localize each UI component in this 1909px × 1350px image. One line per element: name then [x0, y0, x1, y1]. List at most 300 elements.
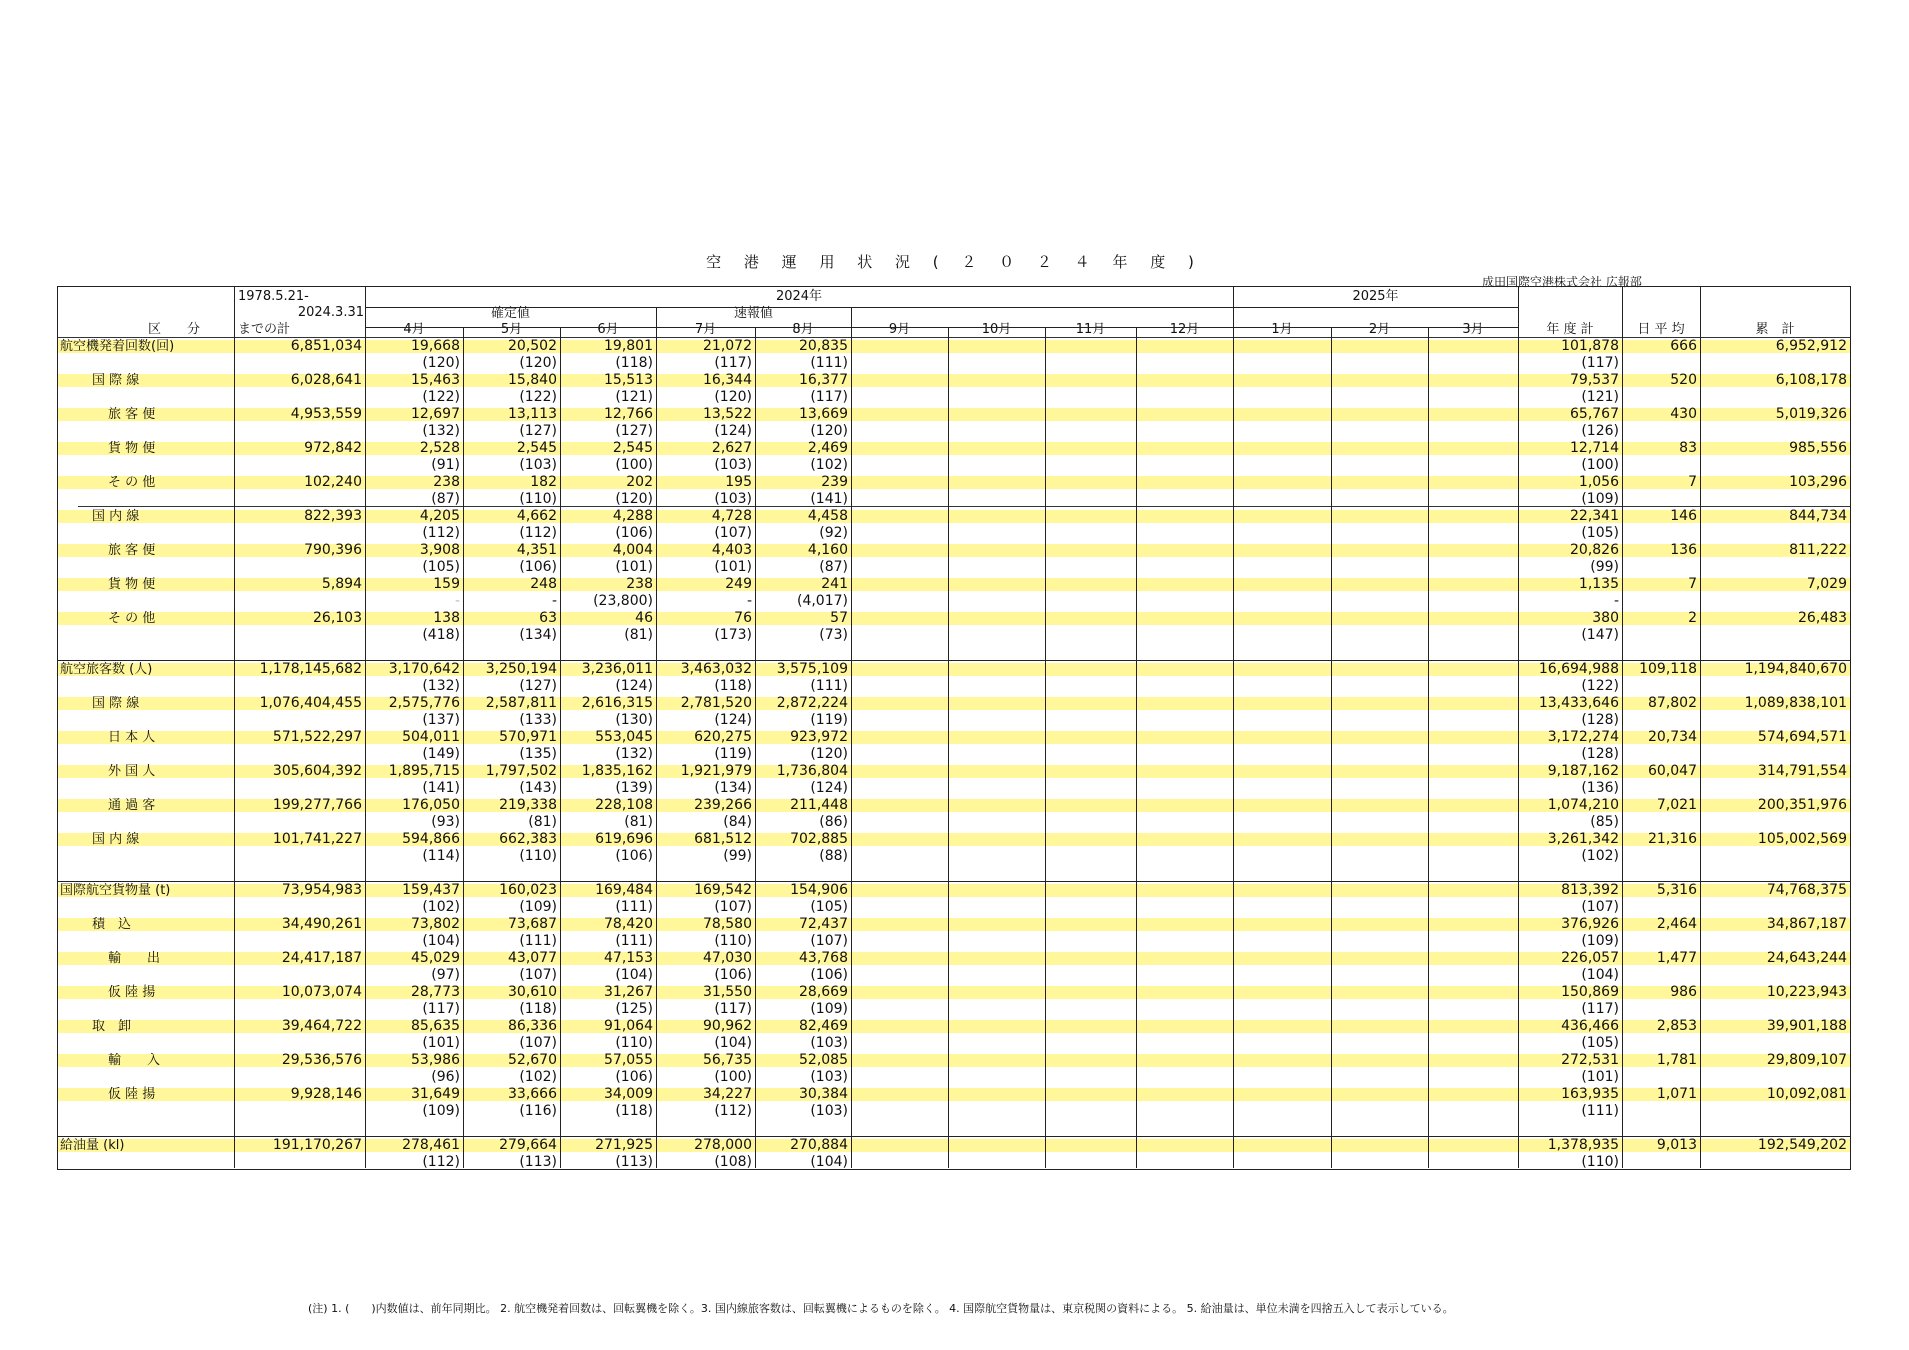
- month-value: 33,666: [508, 1086, 557, 1102]
- month-value: 1,736,804: [776, 763, 848, 779]
- month-ratio: (107): [714, 525, 752, 541]
- month-ratio: (81): [624, 814, 653, 830]
- fiscal-total-ratio: (102): [1581, 848, 1619, 864]
- month-value: 13,522: [703, 406, 752, 422]
- cumulative-value: 39,464,722: [281, 1018, 362, 1034]
- month-value: 278,000: [694, 1137, 752, 1153]
- fiscal-total-value: 65,767: [1570, 406, 1619, 422]
- month-ratio: (116): [519, 1103, 557, 1119]
- month-value: 241: [821, 576, 848, 592]
- month-ratio: (120): [810, 423, 848, 439]
- daily-average-value: 2,853: [1656, 1018, 1697, 1034]
- daily-average-value: 21,316: [1648, 831, 1697, 847]
- month-value: 73,687: [508, 916, 557, 932]
- month-ratio: (139): [615, 780, 653, 796]
- fiscal-total-value: 13,433,646: [1538, 695, 1619, 711]
- fiscal-total-value: 16,694,988: [1538, 661, 1619, 677]
- month-ratio: (120): [615, 491, 653, 507]
- row-label: 輸 入: [108, 1053, 161, 1068]
- month-value: 662,383: [499, 831, 557, 847]
- fiscal-total-value: 813,392: [1561, 882, 1619, 898]
- fiscal-total-ratio: (126): [1581, 423, 1619, 439]
- daily-average-value: 60,047: [1648, 763, 1697, 779]
- column-divider: [1233, 287, 1234, 1168]
- column-divider: [948, 327, 949, 1168]
- month-ratio: (141): [422, 780, 460, 796]
- fiscal-total-ratio: (117): [1581, 355, 1619, 371]
- column-divider: [560, 327, 561, 1168]
- month-value: 63: [539, 610, 557, 626]
- grand-total-value: 10,092,081: [1766, 1086, 1847, 1102]
- daily-average-value: 136: [1670, 542, 1697, 558]
- month-value: 57: [830, 610, 848, 626]
- daily-average-value: 2,464: [1656, 916, 1697, 932]
- daily-average-value: 83: [1679, 440, 1697, 456]
- month-value: 278,461: [402, 1137, 460, 1153]
- month-value: 78,580: [703, 916, 752, 932]
- fiscal-total-ratio: (104): [1581, 967, 1619, 983]
- fiscal-total-value: 380: [1592, 610, 1619, 626]
- month-value: 4,728: [711, 508, 752, 524]
- month-value: 570,971: [499, 729, 557, 745]
- month-value: 159: [433, 576, 460, 592]
- daily-average-value: 5,316: [1656, 882, 1697, 898]
- month-value: 553,045: [595, 729, 653, 745]
- month-ratio: (106): [615, 1069, 653, 1085]
- fiscal-total-ratio: (101): [1581, 1069, 1619, 1085]
- month-value: 176,050: [402, 797, 460, 813]
- month-ratio: (117): [810, 389, 848, 405]
- month-value: 138: [433, 610, 460, 626]
- month-ratio: (102): [422, 899, 460, 915]
- month-ratio: (118): [714, 678, 752, 694]
- month-value: 2,545: [612, 440, 653, 456]
- month-ratio: (106): [615, 525, 653, 541]
- month-value: 1,835,162: [581, 763, 653, 779]
- month-value: 248: [530, 576, 557, 592]
- month-ratio: (141): [810, 491, 848, 507]
- row-label: 航空旅客数 (人): [60, 662, 153, 677]
- month-ratio: (97): [431, 967, 460, 983]
- month-value: 239,266: [694, 797, 752, 813]
- daily-average-value: 1,477: [1656, 950, 1697, 966]
- month-ratio: (132): [422, 678, 460, 694]
- cumulative-value: 102,240: [304, 474, 362, 490]
- row-label: 給油量 (kl): [60, 1138, 125, 1153]
- month-ratio: (111): [615, 899, 653, 915]
- month-value: 620,275: [694, 729, 752, 745]
- month-value: 182: [530, 474, 557, 490]
- page-title: 空 港 運 用 状 況 ( ２ ０ ２ ４ 年 度 ): [706, 253, 1203, 271]
- month-value: 16,344: [703, 372, 752, 388]
- cumulative-value: 34,490,261: [281, 916, 362, 932]
- grand-total-value: 6,952,912: [1775, 338, 1847, 354]
- month-ratio: (134): [714, 780, 752, 796]
- month-ratio: (130): [615, 712, 653, 728]
- fiscal-total-ratio: (107): [1581, 899, 1619, 915]
- month-value: 160,023: [499, 882, 557, 898]
- month-ratio: (418): [422, 627, 460, 643]
- month-value: 57,055: [604, 1052, 653, 1068]
- header-cumulative-line2: 2024.3.31: [297, 305, 364, 320]
- month-ratio: (81): [624, 627, 653, 643]
- header-confirmed: 確定値: [490, 306, 530, 321]
- row-label: 国 際 線: [92, 373, 140, 388]
- month-value: 52,670: [508, 1052, 557, 1068]
- month-ratio: (113): [615, 1154, 653, 1170]
- column-divider: [656, 307, 657, 1168]
- header-month: 9月: [888, 322, 911, 337]
- month-ratio: (120): [810, 746, 848, 762]
- month-value: 90,962: [703, 1018, 752, 1034]
- month-ratio: (127): [519, 678, 557, 694]
- month-ratio: (107): [519, 1035, 557, 1051]
- fiscal-total-ratio: (111): [1581, 1103, 1619, 1119]
- month-value: 47,153: [604, 950, 653, 966]
- grand-total-value: 314,791,554: [1757, 763, 1847, 779]
- month-value: 4,205: [419, 508, 460, 524]
- month-ratio: (86): [819, 814, 848, 830]
- grand-total-value: 26,483: [1798, 610, 1847, 626]
- cumulative-value: 10,073,074: [281, 984, 362, 1000]
- header-year-2025: 2025年: [1352, 289, 1399, 304]
- month-ratio: (84): [723, 814, 752, 830]
- month-ratio: (143): [519, 780, 557, 796]
- month-value: 45,029: [411, 950, 460, 966]
- month-value: 15,513: [604, 372, 653, 388]
- month-value: 3,250,194: [485, 661, 557, 677]
- section-divider: [58, 881, 1850, 882]
- month-ratio: (103): [810, 1035, 848, 1051]
- month-value: 85,635: [411, 1018, 460, 1034]
- header-month: 3月: [1462, 322, 1484, 337]
- header-fiscal-total: 年 度 計: [1546, 322, 1594, 337]
- footnotes: (注) 1. ( )内数値は、前年同期比。 2. 航空機発着回数は、回転翼機を除く。3. 国内線旅客数は、回転翼機によるものを除く。 4. 国際航空貨物量は、東京税関の資料による。 5. 給油量は、単位未満を四捨五入して表示している。: [308, 1302, 1454, 1315]
- header-month: 6月: [597, 322, 619, 337]
- month-ratio: (106): [519, 559, 557, 575]
- fiscal-total-value: 9,187,162: [1547, 763, 1619, 779]
- month-value: 169,542: [694, 882, 752, 898]
- row-label: 国 内 線: [92, 832, 140, 847]
- fiscal-total-value: 376,926: [1561, 916, 1619, 932]
- month-value: 2,545: [516, 440, 557, 456]
- month-value: 13,669: [799, 406, 848, 422]
- month-value: 43,077: [508, 950, 557, 966]
- row-label: 日 本 人: [108, 730, 156, 745]
- fiscal-total-ratio: (99): [1590, 559, 1619, 575]
- cumulative-value: 790,396: [304, 542, 362, 558]
- fiscal-total-ratio: (105): [1581, 1035, 1619, 1051]
- airport-operations-table: [57, 286, 1851, 1170]
- fiscal-total-ratio: (136): [1581, 780, 1619, 796]
- month-value: 3,908: [419, 542, 460, 558]
- grand-total-value: 574,694,571: [1757, 729, 1847, 745]
- month-value: 4,288: [612, 508, 653, 524]
- month-ratio: (127): [519, 423, 557, 439]
- month-value: 72,437: [799, 916, 848, 932]
- month-ratio: (119): [714, 746, 752, 762]
- month-value: 594,866: [402, 831, 460, 847]
- month-value: 159,437: [402, 882, 460, 898]
- daily-average-value: 9,013: [1656, 1137, 1697, 1153]
- month-ratio: (122): [422, 389, 460, 405]
- grand-total-value: 29,809,107: [1766, 1052, 1847, 1068]
- month-value: 619,696: [595, 831, 653, 847]
- column-divider: [1622, 287, 1623, 1168]
- month-ratio: -: [551, 593, 557, 609]
- header-month: 5月: [500, 322, 523, 337]
- column-divider: [1700, 287, 1701, 1168]
- month-ratio: (117): [422, 1001, 460, 1017]
- grand-total-value: 200,351,976: [1757, 797, 1847, 813]
- daily-average-value: 7: [1688, 576, 1697, 592]
- month-value: 504,011: [402, 729, 460, 745]
- month-ratio: -: [454, 593, 460, 609]
- row-label: 旅 客 便: [108, 543, 156, 558]
- header-divider: [365, 327, 1518, 328]
- month-ratio: (108): [714, 1154, 752, 1170]
- grand-total-value: 1,089,838,101: [1744, 695, 1847, 711]
- month-value: 15,840: [508, 372, 557, 388]
- month-value: 15,463: [411, 372, 460, 388]
- month-ratio: (107): [519, 967, 557, 983]
- month-ratio: (110): [714, 933, 752, 949]
- daily-average-value: 1,071: [1656, 1086, 1697, 1102]
- header-year-2024: 2024年: [775, 289, 823, 304]
- month-value: 2,587,811: [485, 695, 557, 711]
- grand-total-value: 5,019,326: [1775, 406, 1847, 422]
- month-ratio: (96): [431, 1069, 460, 1085]
- cumulative-value: 1,178,145,682: [259, 661, 362, 677]
- month-ratio: (101): [422, 1035, 460, 1051]
- month-ratio: (105): [422, 559, 460, 575]
- month-ratio: (102): [810, 457, 848, 473]
- month-value: 47,030: [703, 950, 752, 966]
- fiscal-total-ratio: (128): [1581, 712, 1619, 728]
- month-ratio: (122): [519, 389, 557, 405]
- month-ratio: -: [746, 593, 752, 609]
- month-value: 76: [734, 610, 752, 626]
- month-ratio: (132): [615, 746, 653, 762]
- header-month: 1月: [1271, 322, 1293, 337]
- fiscal-total-ratio: (121): [1581, 389, 1619, 405]
- month-value: 270,884: [790, 1137, 848, 1153]
- daily-average-value: 7: [1688, 474, 1697, 490]
- month-value: 1,797,502: [485, 763, 557, 779]
- month-ratio: (118): [615, 355, 653, 371]
- grand-total-value: 985,556: [1789, 440, 1847, 456]
- month-value: 202: [626, 474, 653, 490]
- month-ratio: (88): [819, 848, 848, 864]
- month-ratio: (92): [819, 525, 848, 541]
- cumulative-value: 822,393: [304, 508, 362, 524]
- row-label: そ の 他: [108, 611, 156, 626]
- month-ratio: (134): [519, 627, 557, 643]
- month-ratio: (110): [615, 1035, 653, 1051]
- cumulative-value: 4,953,559: [290, 406, 362, 422]
- month-value: 16,377: [799, 372, 848, 388]
- column-divider: [1045, 327, 1046, 1168]
- month-value: 2,781,520: [680, 695, 752, 711]
- month-ratio: (132): [422, 423, 460, 439]
- month-value: 13,113: [508, 406, 557, 422]
- month-value: 238: [433, 474, 460, 490]
- month-value: 239: [821, 474, 848, 490]
- cumulative-value: 101,741,227: [272, 831, 362, 847]
- row-label: 仮 陸 揚: [108, 1087, 156, 1102]
- month-ratio: (124): [810, 780, 848, 796]
- month-value: 12,697: [411, 406, 460, 422]
- month-value: 923,972: [790, 729, 848, 745]
- month-ratio: (127): [615, 423, 653, 439]
- grand-total-value: 6,108,178: [1775, 372, 1847, 388]
- month-ratio: (124): [615, 678, 653, 694]
- month-ratio: (120): [519, 355, 557, 371]
- header-category: 区 分: [148, 322, 201, 337]
- month-ratio: (23,800): [593, 593, 653, 609]
- month-value: 56,735: [703, 1052, 752, 1068]
- grand-total-value: 192,549,202: [1757, 1137, 1847, 1153]
- month-ratio: (103): [714, 457, 752, 473]
- month-value: 271,925: [595, 1137, 653, 1153]
- fiscal-total-value: 1,378,935: [1547, 1137, 1619, 1153]
- month-value: 4,458: [807, 508, 848, 524]
- grand-total-value: 34,867,187: [1766, 916, 1847, 932]
- month-value: 3,463,032: [680, 661, 752, 677]
- month-value: 31,267: [604, 984, 653, 1000]
- month-ratio: (106): [810, 967, 848, 983]
- month-ratio: (133): [519, 712, 557, 728]
- fiscal-total-ratio: (109): [1581, 491, 1619, 507]
- daily-average-value: 20,734: [1648, 729, 1697, 745]
- cumulative-value: 1,076,404,455: [259, 695, 362, 711]
- month-value: 2,872,224: [776, 695, 848, 711]
- month-ratio: (109): [422, 1103, 460, 1119]
- month-value: 4,160: [807, 542, 848, 558]
- cumulative-value: 6,851,034: [290, 338, 362, 354]
- header-month: 7月: [694, 322, 717, 337]
- month-value: 34,009: [604, 1086, 653, 1102]
- section-divider: [58, 660, 1850, 661]
- header-cumulative-line3: までの計: [238, 322, 291, 337]
- month-ratio: (4,017): [796, 593, 848, 609]
- month-value: 249: [725, 576, 752, 592]
- header-cumulative-line1: 1978.5.21-: [238, 289, 309, 304]
- grand-total-value: 7,029: [1806, 576, 1847, 592]
- row-label: 貨 物 便: [108, 441, 156, 456]
- column-divider: [1428, 327, 1429, 1168]
- grand-total-value: 74,768,375: [1766, 882, 1847, 898]
- month-ratio: (124): [714, 712, 752, 728]
- section-divider: [58, 1136, 1850, 1137]
- month-ratio: (91): [431, 457, 460, 473]
- grand-total-value: 105,002,569: [1757, 831, 1847, 847]
- fiscal-total-value: 22,341: [1570, 508, 1619, 524]
- month-ratio: (110): [519, 491, 557, 507]
- fiscal-total-value: 163,935: [1561, 1086, 1619, 1102]
- row-label: 国 内 線: [92, 509, 140, 524]
- month-ratio: (173): [714, 627, 752, 643]
- daily-average-value: 2: [1688, 610, 1697, 626]
- month-ratio: (104): [714, 1035, 752, 1051]
- month-value: 681,512: [694, 831, 752, 847]
- month-ratio: (135): [519, 746, 557, 762]
- cumulative-value: 29,536,576: [281, 1052, 362, 1068]
- fiscal-total-value: 20,826: [1570, 542, 1619, 558]
- month-ratio: (101): [714, 559, 752, 575]
- month-value: 3,575,109: [776, 661, 848, 677]
- month-ratio: (111): [519, 933, 557, 949]
- column-divider: [1518, 287, 1519, 1168]
- fiscal-total-value: 226,057: [1561, 950, 1619, 966]
- daily-average-value: 520: [1670, 372, 1697, 388]
- month-value: 702,885: [790, 831, 848, 847]
- row-label: 通 過 客: [108, 798, 156, 813]
- month-ratio: (114): [422, 848, 460, 864]
- month-value: 28,669: [799, 984, 848, 1000]
- month-ratio: (103): [810, 1103, 848, 1119]
- month-value: 1,921,979: [680, 763, 752, 779]
- month-ratio: (110): [519, 848, 557, 864]
- month-value: 31,649: [411, 1086, 460, 1102]
- header-month: 11月: [1075, 322, 1106, 337]
- fiscal-total-ratio: (117): [1581, 1001, 1619, 1017]
- month-value: 46: [635, 610, 653, 626]
- month-value: 4,403: [711, 542, 752, 558]
- fiscal-total-value: 436,466: [1561, 1018, 1619, 1034]
- grand-total-value: 10,223,943: [1766, 984, 1847, 1000]
- header-month: 10月: [981, 322, 1012, 337]
- fiscal-total-ratio: (122): [1581, 678, 1619, 694]
- month-ratio: (119): [810, 712, 848, 728]
- month-value: 20,502: [508, 338, 557, 354]
- fiscal-total-ratio: (147): [1581, 627, 1619, 643]
- month-ratio: (73): [819, 627, 848, 643]
- header-month: 4月: [403, 322, 425, 337]
- daily-average-value: 146: [1670, 508, 1697, 524]
- month-ratio: (118): [519, 1001, 557, 1017]
- month-ratio: (117): [714, 355, 752, 371]
- month-value: 30,610: [508, 984, 557, 1000]
- month-value: 82,469: [799, 1018, 848, 1034]
- month-value: 86,336: [508, 1018, 557, 1034]
- header-month: 12月: [1169, 322, 1200, 337]
- month-ratio: (111): [615, 933, 653, 949]
- month-ratio: (107): [714, 899, 752, 915]
- fiscal-total-value: 12,714: [1570, 440, 1619, 456]
- row-label: 仮 陸 揚: [108, 985, 156, 1000]
- month-value: 2,528: [419, 440, 460, 456]
- month-ratio: (112): [714, 1103, 752, 1119]
- month-ratio: (137): [422, 712, 460, 728]
- month-ratio: (93): [431, 814, 460, 830]
- month-ratio: (87): [819, 559, 848, 575]
- month-value: 238: [626, 576, 653, 592]
- fiscal-total-value: 1,074,210: [1547, 797, 1619, 813]
- month-value: 219,338: [499, 797, 557, 813]
- column-divider: [234, 287, 235, 1168]
- cumulative-value: 73,954,983: [281, 882, 362, 898]
- column-divider: [1331, 327, 1332, 1168]
- month-value: 228,108: [595, 797, 653, 813]
- daily-average-value: 7,021: [1656, 797, 1697, 813]
- month-value: 4,004: [612, 542, 653, 558]
- month-value: 19,801: [604, 338, 653, 354]
- cumulative-value: 24,417,187: [281, 950, 362, 966]
- month-ratio: (101): [615, 559, 653, 575]
- month-value: 53,986: [411, 1052, 460, 1068]
- column-divider: [1136, 327, 1137, 1168]
